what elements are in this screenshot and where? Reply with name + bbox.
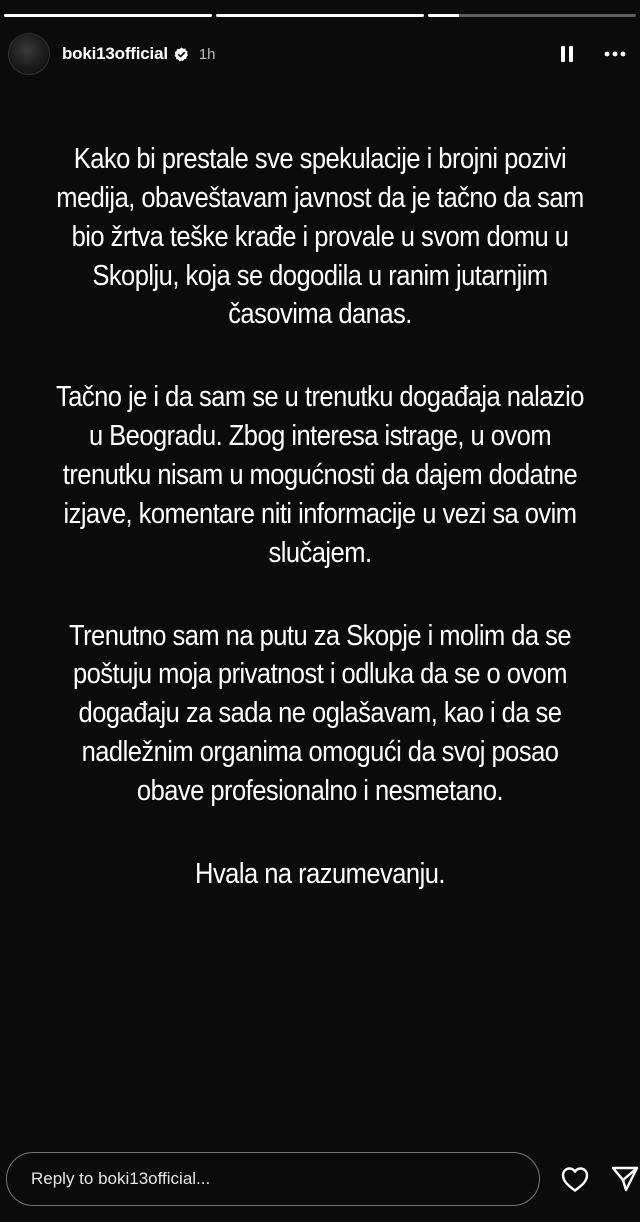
story-paragraph: Hvala na razumevanju. [195,857,445,890]
story-header [8,28,632,80]
verified-badge-icon [174,47,189,62]
heart-icon[interactable] [560,1161,590,1197]
progress-fill [428,14,459,17]
username[interactable]: boki13official [62,44,168,63]
story-progress-bar [0,14,640,17]
avatar[interactable] [8,33,50,75]
story-footer [6,1150,640,1208]
progress-segment [4,14,212,17]
story-paragraph: Tačno je i da sam se u trenutku događaja nalazio u Beogradu. Zbog interesa istrage, u ovom trenutku nisam u mogućnosti da dajem dodatne izjave, komentare niti informacije u vezi sa ovim slučajem. [56,381,584,569]
progress-segment [216,14,424,17]
progress-segment [428,14,636,17]
reply-placeholder: Reply to boki13official... [31,1169,211,1188]
post-time: 1h [198,45,216,63]
story-paragraph: Kako bi prestale sve spekulacije i brojni pozivi medija, obaveštavam javnost da je tačno da sam bio žrtva teške krađe i provale u svom domu u Skoplju, koja se dogodila u ranim jutarnjim časovima danas. [56,143,584,331]
pause-icon[interactable] [550,37,584,71]
story-text [56,140,584,938]
progress-fill [4,14,212,17]
send-icon[interactable] [610,1161,640,1197]
story-paragraph: Trenutno sam na putu za Skopje i molim da se poštuju moja privatnost i odluka da se o ovom događaju za sada ne oglašavam, kao i da se nadležnim organima omogući da svoj posao obave profesionalno i nesmetano. [68,619,572,808]
more-icon[interactable] [598,37,632,71]
progress-fill [216,14,424,17]
reply-input[interactable] [6,1152,540,1206]
